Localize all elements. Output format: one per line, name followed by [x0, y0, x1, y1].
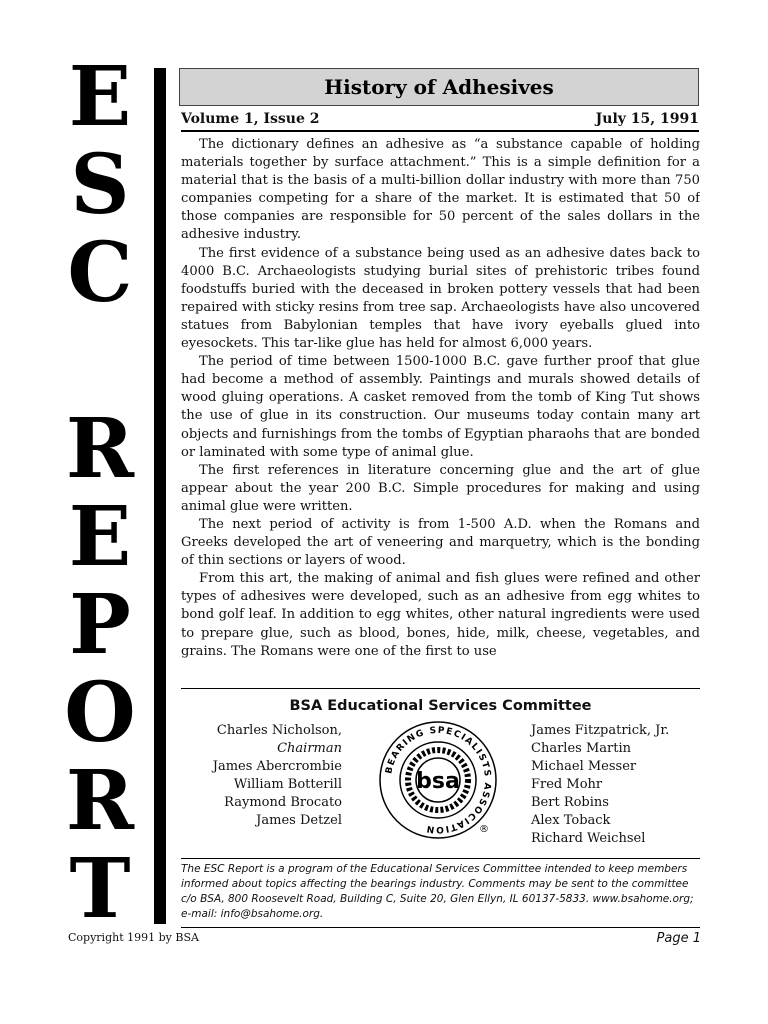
member-name: William Botterill	[233, 777, 342, 792]
masthead-letter: P	[69, 577, 131, 673]
member-name: Charles Nicholson,	[216, 723, 342, 738]
member-name: Richard Weichsel	[531, 831, 646, 846]
divider	[181, 688, 700, 689]
masthead-vertical-bar	[154, 68, 166, 924]
registered-mark: ®	[479, 824, 489, 835]
member-name: Alex Toback	[531, 813, 611, 828]
paragraph: The period of time between 1500-1000 B.C. gave further proof that glue had become a method of assembly. Paintings and murals showed details of wood gluing operations. A casket removed from the tomb of King Tut shows the use of glue in its construction. Our museums today contain many art objects and furnishings from the tombs of Egyptian pharaohs that are bonded or laminated with some type of animal glue.	[181, 354, 700, 460]
paragraph: The next period of activity is from 1-500 A.D. when the Romans and Greeks developed the art of veneering and marquetry, which is the bonding of thin sections or layers of wood.	[181, 516, 700, 569]
article-body	[181, 136, 700, 682]
issue-line	[181, 111, 699, 132]
committee-title: BSA Educational Services Committee	[289, 698, 592, 714]
masthead-letter: R	[65, 753, 135, 849]
divider	[181, 927, 700, 928]
divider	[181, 858, 700, 859]
member-role: Chairman	[277, 741, 342, 756]
article-title-box	[179, 68, 699, 106]
member-name: Fred Mohr	[531, 777, 603, 792]
member-name: James Detzel	[256, 813, 342, 828]
paragraph: The dictionary defines an adhesive as “a substance capable of holding materials together by surface attachment.” This is a simple definition for a material that is the basis of a multi-billion dollar industry with more than 750 companies competing for a share of the market. It is estimated that 50 of those companies are responsible for 50 percent of the sales dollars in the adhesive industry.	[181, 137, 700, 243]
member-name: Charles Martin	[531, 741, 631, 756]
seal-arc-text: BEARING SPECIALISTS ASSOCIATION	[384, 725, 493, 835]
committee-members-right	[531, 722, 711, 848]
masthead-letter: E	[68, 489, 132, 585]
masthead-letter: T	[69, 841, 131, 937]
masthead-letter: R	[65, 401, 135, 497]
masthead-letter: C	[67, 225, 133, 321]
paragraph: The first references in literature concerning glue and the art of glue appear about the year 200 B.C. Simple procedures for making and using animal glue were written.	[181, 462, 700, 514]
paragraph: From this art, the making of animal and fish glues were refined and other types of adhesives were developed, such as an adhesive from egg whites to bond golf leaf. In addition to egg whites, other natural ingredients were used to prepare glue, such as blood, bones, hide, milk, cheese, vegetables, and grains. The Romans were one of the first to use	[181, 571, 700, 659]
member-name: Raymond Brocato	[224, 795, 342, 810]
issue-number: Volume 1, Issue 2	[181, 111, 320, 127]
member-name: Michael Messer	[531, 759, 637, 774]
bsa-seal-logo	[376, 718, 500, 842]
paragraph: The first evidence of a substance being used as an adhesive dates back to 4000 B.C. Archaeologists studying burial sites of prehistoric tribes found foodstuffs buried with the deceased in broken pottery vessels that had been repaired with sticky resins from tree sap. Archaeologists have also uncovered statues from Babylonian temples that have ivory eyeballs glued into eyesockets. This tar-like glue has held for almost 6,000 years.	[181, 245, 700, 352]
issue-date: July 15, 1991	[595, 111, 699, 127]
seal-center-text: bsa	[416, 769, 460, 794]
member-name: James Fitzpatrick, Jr.	[531, 723, 670, 738]
member-name: Bert Robins	[531, 795, 609, 810]
program-note: The ESC Report is a program of the Educational Services Committee intended to keep members informed about topics affecting the bearings industry. Comments may be sent to the committee c/o BSA, 800 Roosevelt Road, Building C, Suite 20, Glen Ellyn, IL 60137-5833. www.bsahome.org; e-mail: info@bsahome.org.	[181, 863, 694, 920]
member-name: James Abercrombie	[212, 759, 342, 774]
copyright: Copyright 1991 by BSA	[68, 931, 199, 944]
masthead-letter: O	[64, 665, 136, 761]
masthead-letter: S	[70, 137, 130, 233]
article-title: History of Adhesives	[324, 75, 554, 99]
masthead-letter: E	[68, 49, 132, 145]
committee-members-left	[170, 722, 342, 830]
page-number: Page 1	[656, 931, 701, 946]
